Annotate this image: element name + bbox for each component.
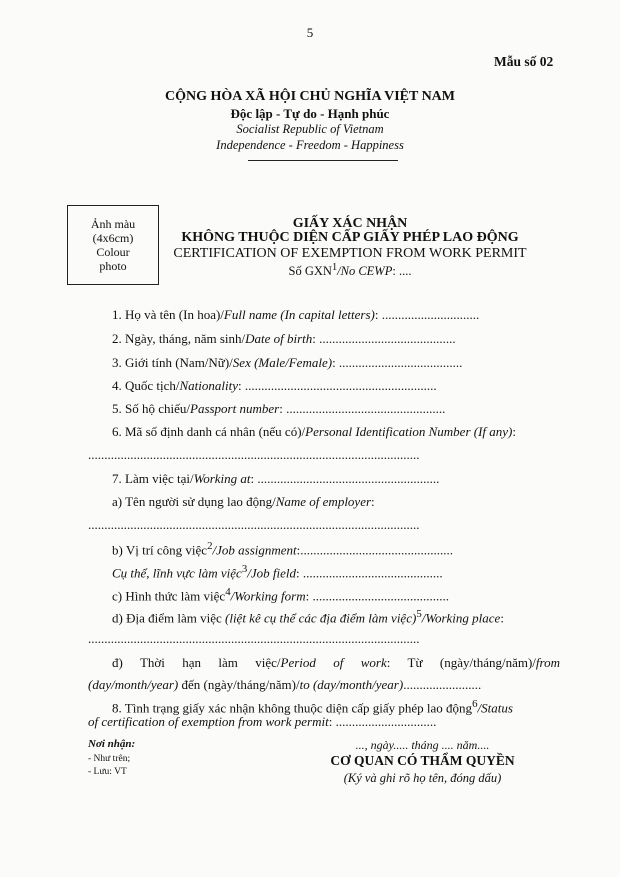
photo-label-4: photo (99, 259, 127, 273)
field-label-to-vi: đến (ngày/tháng/năm)/ (178, 677, 300, 692)
field-label-from-en: from (535, 655, 560, 670)
field-job-assignment[interactable] (112, 540, 453, 558)
field-label-en: Period of work (280, 655, 387, 670)
field-label-vi: 3. Giới tính (Nam/Nữ)/ (112, 355, 233, 370)
recipient-item: - Như trên; (88, 754, 131, 764)
field-personal-id[interactable] (112, 424, 516, 440)
colon: : (512, 424, 517, 439)
field-label-en: of certification of exemption from work permit (88, 714, 329, 729)
field-job-field[interactable] (112, 563, 443, 581)
field-employer-name-fill[interactable]: ...................................................................................................... (88, 517, 420, 532)
cert-no-vi: Số GXN (288, 264, 332, 279)
signature-authority: CƠ QUAN CÓ THẨM QUYỀN (330, 753, 515, 768)
fill-line: : .......................................... (305, 588, 449, 604)
field-label-en: /Job assignment (212, 542, 297, 558)
field-label-vi: 2. Ngày, tháng, năm sinh/ (112, 331, 246, 346)
header-divider (248, 160, 398, 161)
field-passport-number[interactable] (112, 401, 445, 417)
field-label-vi: 7. Làm việc tại/ (112, 471, 194, 486)
footnote-ref-6: 6 (472, 698, 478, 710)
field-working-at[interactable] (112, 471, 439, 487)
fill-line: ........................ (403, 677, 482, 692)
recipient-item: - Lưu: VT (88, 767, 127, 777)
field-label-vi: c) Hình thức làm việc (112, 588, 226, 604)
fill-line: : ............................... (328, 714, 437, 729)
photo-label-1: Ảnh màu (90, 217, 136, 231)
footnote-ref-4: 4 (225, 586, 231, 598)
photo-label-2: (4x6cm) (92, 231, 134, 245)
signature-note: (Ký và ghi rõ họ tên, đóng dấu) (343, 771, 502, 785)
certificate-number (150, 262, 550, 279)
field-period-of-work[interactable] (112, 655, 560, 671)
title-line-1: GIẤY XÁC NHẬN (292, 216, 408, 231)
footnote-ref-2: 2 (207, 540, 213, 552)
field-label-note: (liệt kê cụ thể các địa điểm làm việc) (225, 610, 417, 626)
field-label-en: /Working place (421, 610, 501, 626)
motto-en: Independence - Freedom - Happiness (216, 138, 404, 152)
field-label-en: Nationality (179, 378, 239, 393)
field-working-place-fill[interactable]: ...................................................................................................... (88, 631, 420, 646)
field-label-en: Date of birth (245, 331, 313, 346)
field-label-to-en: to (day/month/year) (299, 677, 404, 692)
footnote-ref-5: 5 (416, 608, 422, 620)
photo-placeholder (67, 205, 159, 285)
fill-line: : ................................................. (279, 401, 446, 416)
field-period-of-work-cont[interactable] (88, 677, 481, 693)
recipients-title: Nơi nhận: (88, 738, 136, 750)
field-working-place[interactable] (112, 608, 504, 626)
page-number: 5 (306, 25, 314, 40)
country-name-vi: CỘNG HÒA XÃ HỘI CHỦ NGHĨA VIỆT NAM (164, 89, 455, 104)
photo-label-3: Colour (96, 245, 130, 259)
field-label-en: Personal Identification Number (If any) (305, 424, 513, 439)
field-label-vi: đ) Thời hạn làm việc/ (112, 655, 281, 670)
field-label-vi: 1. Họ và tên (In hoa)/ (112, 307, 224, 322)
fill-line: : ........................................................... (238, 378, 437, 393)
field-date-of-birth[interactable] (112, 331, 456, 347)
field-label-from-vi: : Từ (ngày/tháng/năm)/ (386, 655, 536, 670)
fill-line: : ........................................... (296, 565, 443, 581)
country-name-en: Socialist Republic of Vietnam (236, 122, 384, 136)
title-line-3: CERTIFICATION OF EXEMPTION FROM WORK PERMIT (173, 246, 527, 261)
footnote-ref-3: 3 (241, 563, 248, 575)
field-label-vi: 5. Số hộ chiếu/ (112, 401, 190, 416)
field-label-en: Working at (193, 471, 251, 486)
field-label-vi: 4. Quốc tịch/ (112, 378, 180, 393)
fill-line: : .......................................... (312, 331, 456, 346)
field-nationality[interactable] (112, 378, 437, 394)
fill-line: :............................................... (296, 542, 454, 558)
footnote-ref-1: 1 (331, 262, 338, 273)
field-label-en: Passport number (190, 401, 280, 416)
title-line-2: KHÔNG THUỘC DIỆN CẤP GIẤY PHÉP LAO ĐỘNG (181, 230, 519, 245)
field-status-of-certification-cont[interactable] (88, 714, 436, 730)
cert-no-en: /No CEWP (337, 264, 393, 279)
field-label-vi: b) Vị trí công việc (112, 542, 208, 558)
field-label-en: (day/month/year) (88, 677, 179, 692)
field-employer-name[interactable] (112, 494, 375, 510)
field-working-form[interactable] (112, 586, 449, 604)
field-sex[interactable] (112, 355, 462, 371)
field-personal-id-fill[interactable]: ...................................................................................................... (88, 447, 420, 462)
fill-line: : .............................. (374, 307, 480, 322)
form-number: Mẫu số 02 (494, 54, 554, 69)
field-label-vi: 8. Tình trạng giấy xác nhận không thuộc diện cấp giấy phép lao động (112, 700, 473, 716)
field-label-vi: 6. Mã số định danh cá nhân (nếu có)/ (112, 424, 306, 439)
field-label-vi: a) Tên người sử dụng lao động/ (112, 494, 276, 509)
fill-line: : ........................................................ (250, 471, 440, 486)
field-label-en: Name of employer (275, 494, 372, 509)
field-label-en: Full name (In capital letters) (223, 307, 375, 322)
field-full-name[interactable] (112, 307, 479, 323)
field-label-vi: d) Địa điểm làm việc (112, 610, 225, 626)
fill-line: : ...................................... (332, 355, 463, 370)
signature-date: ..., ngày..... tháng .... năm.... (355, 738, 490, 752)
field-label-vi: Cụ thể, lĩnh vực làm việc (112, 565, 242, 581)
field-label-en: Sex (Male/Female) (232, 355, 333, 370)
motto-vi: Độc lập - Tự do - Hạnh phúc (230, 106, 390, 121)
field-label-en: /Job field (247, 565, 297, 581)
field-label-en: /Status (477, 700, 513, 716)
colon: : (371, 494, 375, 509)
field-label-en: /Working form (230, 588, 306, 604)
colon: : (500, 610, 504, 626)
cert-no-dots: : .... (392, 264, 412, 279)
